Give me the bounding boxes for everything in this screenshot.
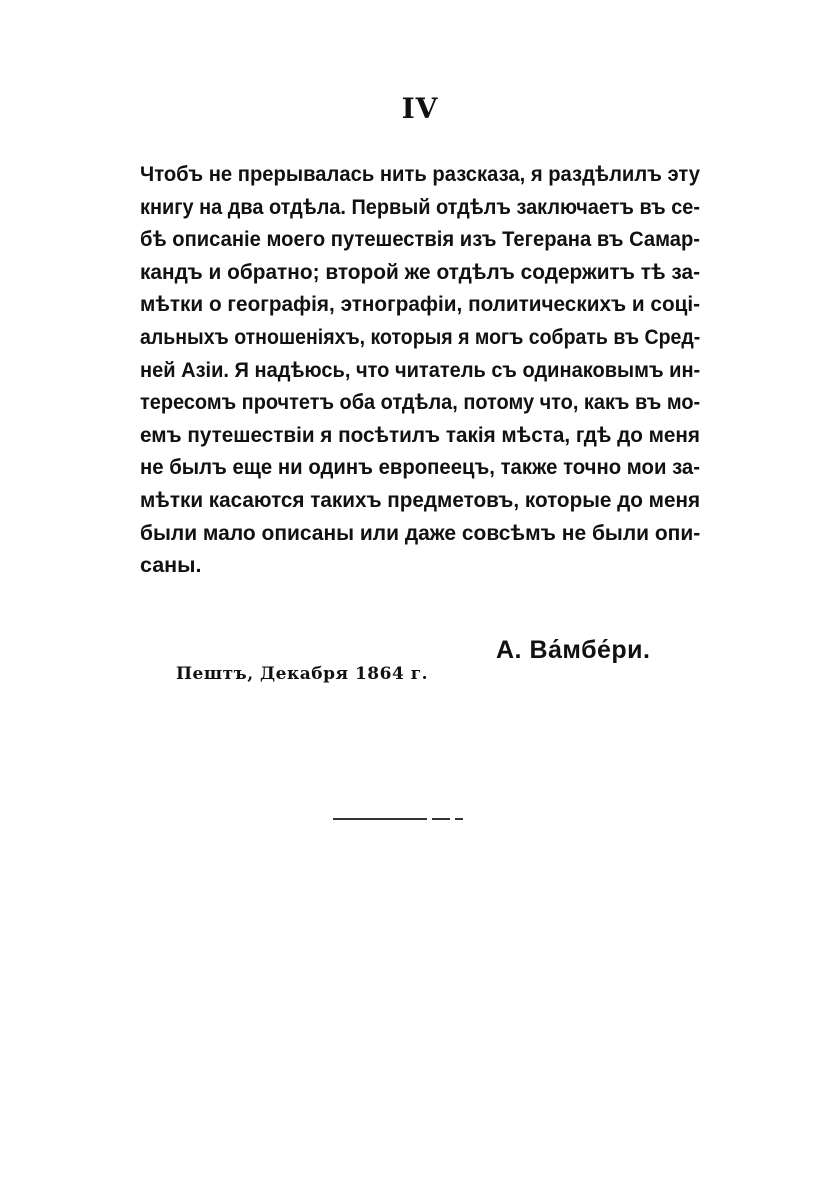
preface-paragraph [140, 158, 700, 582]
paragraph-line: были мало описаны или даже совсѣмъ не были опи- [140, 520, 700, 545]
closing-rule [333, 818, 427, 820]
page-number: IV [401, 92, 439, 125]
paragraph-line: емъ путешествіи я посѣтилъ такія мѣста, гдѣ до меня [140, 422, 700, 447]
paragraph-line: саны. [140, 553, 202, 578]
paragraph-line: кандъ и обратно; второй же отдѣлъ содержитъ тѣ за- [140, 259, 700, 284]
place-and-date: Пештъ, Декабря 1864 г. [176, 664, 429, 684]
closing-rule [432, 818, 450, 820]
paragraph-line: Чтобъ не прерывалась нить разсказа, я раздѣлилъ эту [140, 162, 700, 186]
paragraph-line: мѣтки о географія, этнографіи, политическихъ и соці- [140, 292, 700, 317]
closing-rule [455, 818, 463, 820]
paragraph-line: ней Азіи. Я надѣюсь, что читатель съ одинаковымъ ин- [140, 357, 700, 382]
paragraph-line: книгу на два отдѣла. Первый отдѣлъ заключаетъ въ се- [140, 194, 700, 219]
paragraph-line: не былъ еще ни одинъ европеецъ, также точно мои за- [140, 455, 700, 480]
paragraph-line: мѣтки касаются такихъ предметовъ, которые до меня [140, 487, 700, 512]
paragraph-line: альныхъ отношеніяхъ, которыя я могъ собрать въ Сред- [140, 324, 700, 349]
author-signature: А. Ва́мбе́ри. [496, 636, 651, 664]
paragraph-line: бѣ описаніе моего путешествія изъ Тегерана въ Самар- [140, 227, 700, 252]
paragraph-line: тересомъ прочтетъ оба отдѣла, потому что, какъ въ мо- [140, 390, 700, 415]
